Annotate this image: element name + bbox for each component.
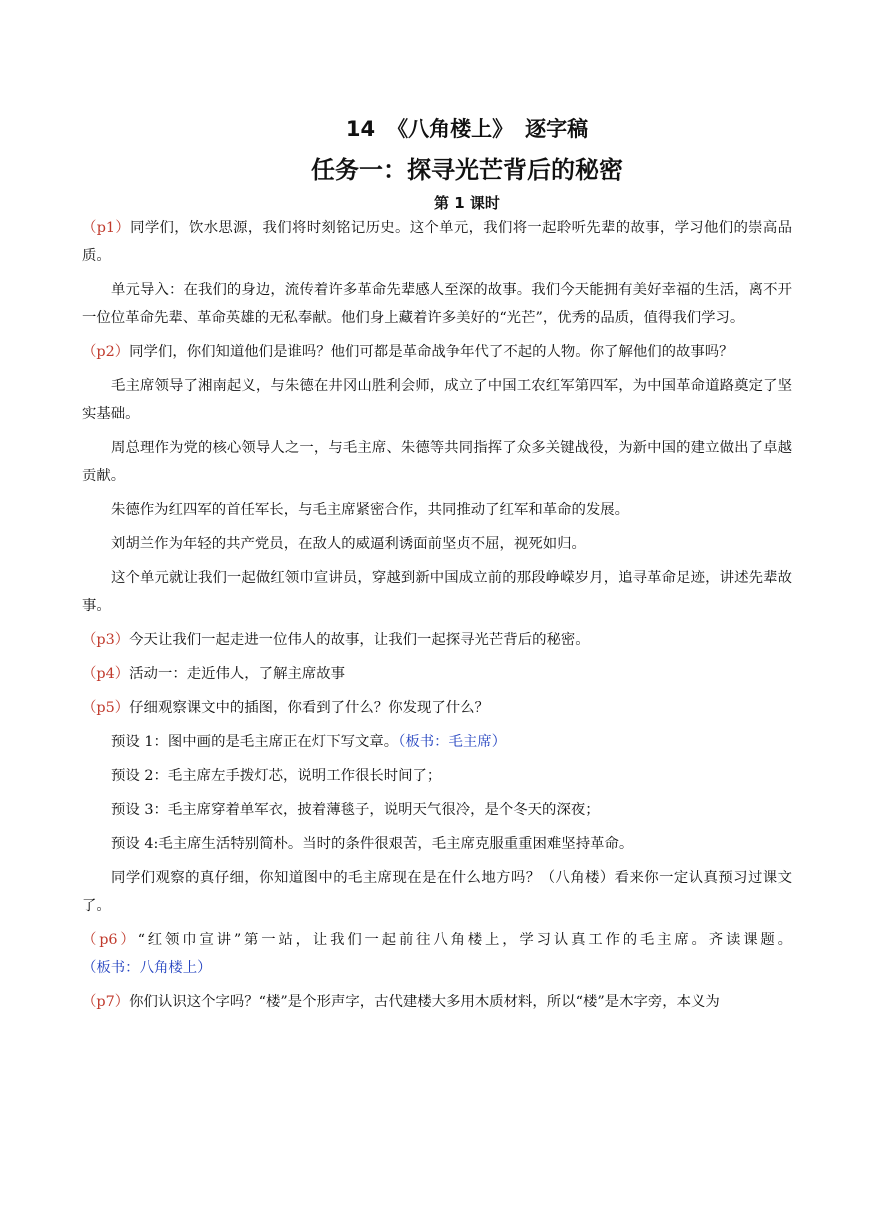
paragraph-text: 同学们，饮水思源，我们将时刻铭记历史。这个单元，我们将一起聆听先辈的故事，学习他们的崇高品质。 [82,220,792,264]
paragraph-zhou [82,434,792,490]
paragraph-p7 [82,988,792,1016]
paragraph-preset-3 [82,796,792,824]
period-label: 第 1 课时 [434,194,500,212]
lesson-number: 14 [345,117,376,141]
paragraph-text: 这个单元就让我们一起做红领巾宣讲员，穿越到新中国成立前的那段峥嵘岁月，追寻革命足迹，讲述先辈故事。 [82,570,792,614]
paragraph-unit-goal [82,564,792,620]
paragraph-p1 [82,214,792,270]
paragraph-p4 [82,660,792,688]
paragraph-tag: （p6） [82,932,138,948]
board-note: （板书：八角楼上） [82,960,212,976]
paragraph-zhu [82,496,792,524]
paragraph-p5 [82,694,792,722]
paragraph-tag: （p1） [82,220,131,236]
paragraph-text: “红领巾宣讲”第一站，让我们一起前往八角楼上，学习认真工作的毛主席。齐读课题。 [137,932,793,948]
paragraph-preset-1 [82,728,792,756]
paragraph-text: 预设 3：毛主席穿着单军衣，披着薄毯子，说明天气很冷，是个冬天的深夜； [111,802,600,818]
paragraph-preset-4 [82,830,792,858]
paragraph-text: 刘胡兰作为年轻的共产党员，在敌人的威逼利诱面前坚贞不屈，视死如归。 [111,536,586,552]
doc-type: 逐字稿 [525,117,589,141]
paragraph-liu [82,530,792,558]
lesson-name: 《八角楼上》 [387,117,514,141]
paragraph-tag: （p3） [82,632,130,648]
paragraph-text: 朱德作为红四军的首任军长，与毛主席紧密合作，共同推动了红军和革命的发展。 [111,502,630,518]
paragraph-text: 毛主席领导了湘南起义，与朱德在井冈山胜利会师，成立了中国工农红军第四军，为中国革命道路奠定了坚实基础。 [82,378,792,422]
paragraph-text: 周总理作为党的核心领导人之一，与毛主席、朱德等共同指挥了众多关键战役，为新中国的建立做出了卓越贡献。 [82,440,792,484]
paragraph-mao [82,372,792,428]
task-title: 任务一：探寻光芒背后的秘密 [311,156,623,184]
paragraph-observation [82,864,792,920]
paragraph-text: 预设 2：毛主席左手拨灯芯，说明工作很长时间了； [111,768,442,784]
paragraph-text: 单元导入：在我们的身边，流传着许多革命先辈感人至深的故事。我们今天能拥有美好幸福的生活，离不开一位位革命先辈、革命英雄的无私奉献。他们身上藏着许多美好的“光芒”，优秀的品质，值得我们学习。 [82,282,792,326]
paragraph-p2 [82,338,792,366]
paragraph-p6 [82,926,792,982]
paragraph-tag: （p2） [82,344,130,360]
paragraph-text: 你们认识这个字吗？“楼”是个形声字，古代建楼大多用木质材料，所以“楼”是木字旁，本义为 [129,994,720,1010]
paragraph-p3 [82,626,792,654]
paragraph-text: 同学们观察的真仔细，你知道图中的毛主席现在是在什么地方吗？（八角楼）看来你一定认真预习过课文了。 [82,870,792,914]
paragraph-text: 今天让我们一起走进一位伟人的故事，让我们一起探寻光芒背后的秘密。 [129,632,590,648]
paragraph-tag: （p5） [82,700,130,716]
paragraph-text: 预设 1：图中画的是毛主席正在灯下写文章。 [111,734,399,750]
paragraph-text: 仔细观察课文中的插图，你看到了什么？你发现了什么？ [129,700,489,716]
paragraph-tag: （p7） [82,994,130,1010]
paragraph-tag: （p4） [82,666,130,682]
paragraph-text: 预设 4:毛主席生活特别简朴。当时的条件很艰苦，毛主席克服重重困难坚持革命。 [111,836,634,852]
paragraph-preset-2 [82,762,792,790]
paragraph-unit-intro [82,276,792,332]
paragraph-text: 活动一：走近伟人，了解主席故事 [129,666,346,682]
paragraph-text: 同学们，你们知道他们是谁吗？他们可都是革命战争年代了不起的人物。你了解他们的故事吗？ [129,344,734,360]
lesson-title [142,112,792,146]
board-note: （板书：毛主席） [398,734,507,750]
